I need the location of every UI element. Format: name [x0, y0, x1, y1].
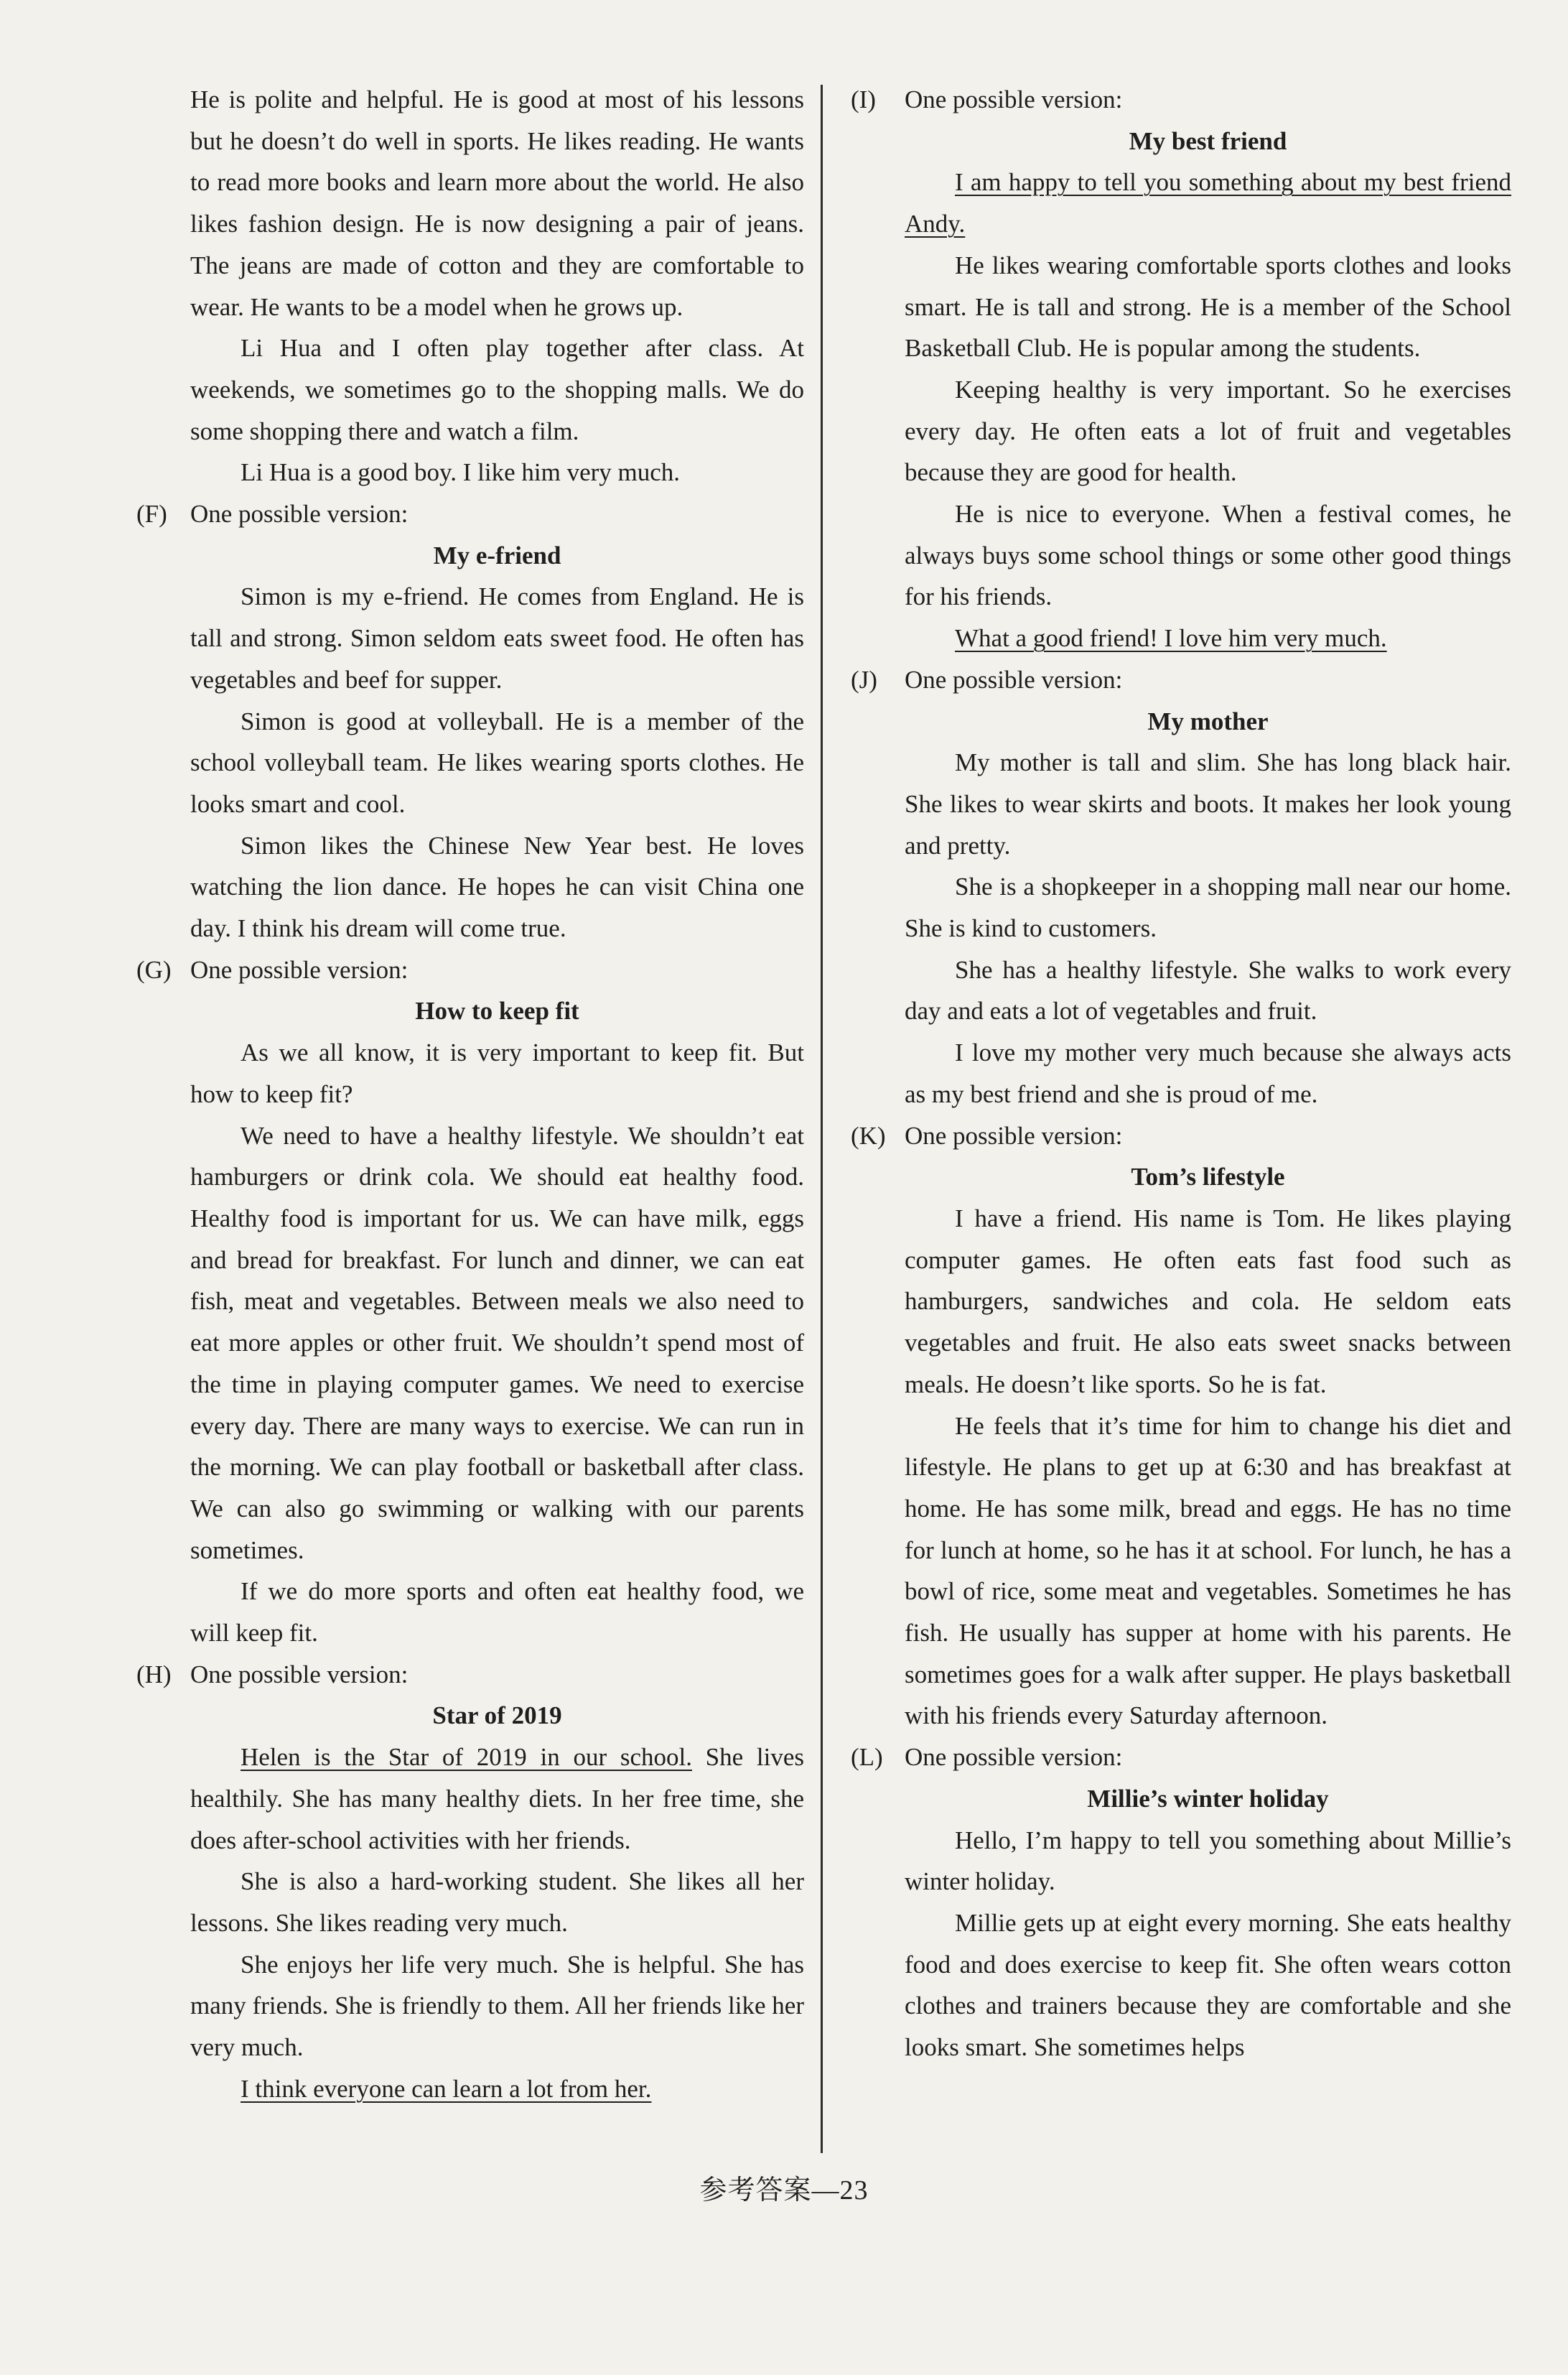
essay-title: My best friend — [1129, 126, 1287, 155]
essay-title: How to keep fit — [415, 997, 579, 1026]
essay-title: Millie’s winter holiday — [1087, 1784, 1329, 1813]
section-label: (L) — [851, 1743, 883, 1772]
paragraph: Simon is good at volleyball. He is a member of the school volleyball team. He likes wearing sports clothes. He looks smart and cool. — [190, 707, 804, 818]
paragraph: Simon is my e-friend. He comes from England. He is tall and strong. Simon seldom eats sweet food. He often has vegetables and beef for supper. — [190, 582, 804, 694]
paragraph: Millie gets up at eight every morning. She eats healthy food and does exercise to keep fit. She often wears cotton clothes and trainers because they are comfortable and she looks smart. She sometimes helps — [905, 1908, 1511, 2062]
left-column — [136, 79, 804, 2109]
underlined-sentence: I am happy to tell you something about my best friend Andy. — [905, 168, 1511, 238]
paragraph: Li Hua and I often play together after class. At weekends, we sometimes go to the shopping malls. We do some shopping there and watch a film. — [190, 334, 804, 445]
paragraph: Hello, I’m happy to tell you something about Millie’s winter holiday. — [905, 1826, 1511, 1896]
paragraph: She enjoys her life very much. She is helpful. She has many friends. She is friendly to them. All her friends like her very much. — [190, 1950, 804, 2062]
essay-title: My e-friend — [433, 541, 561, 570]
section-l — [851, 1737, 1511, 1778]
page-footer: 参考答案—23 — [699, 2175, 869, 2206]
section-intro: One possible version: — [190, 955, 409, 984]
section-j — [851, 659, 1511, 701]
paragraph: I have a friend. His name is Tom. He likes playing computer games. He often eats fast food such as hamburgers, sandwiches and cola. He seldom eats vegetables and fruit. He also eats sweet snacks between meals. He doesn’t like sports. So he is fat. — [905, 1204, 1511, 1398]
underlined-sentence: What a good friend! I love him very much. — [955, 624, 1387, 653]
paragraph: Keeping healthy is very important. So he exercises every day. He often eats a lot of fruit and vegetables because they are good for health. — [905, 375, 1511, 487]
section-intro: One possible version: — [905, 665, 1123, 694]
paragraph: She has a healthy lifestyle. She walks to work every day and eats a lot of vegetables and fruit. — [905, 955, 1511, 1026]
paragraph: Simon likes the Chinese New Year best. He loves watching the lion dance. He hopes he can visit China one day. I think his dream will come true. — [190, 831, 804, 943]
section-label: (G) — [136, 955, 172, 984]
paragraph: He feels that it’s time for him to change his diet and lifestyle. He plans to get up at 6:30 and has breakfast at home. He has some milk, bread and eggs. He has no time for lunch at home, so he has it at school. For lunch, he has a bowl of rice, some meat and vegetables. Sometimes he has fish. He usually has supper at home with his parents. He sometimes goes for a walk after supper. He plays basketball with his friends every Saturday afternoon. — [905, 1411, 1511, 1730]
paragraph: We need to have a healthy lifestyle. We shouldn’t eat hamburgers or drink cola. We should eat healthy food. Healthy food is important for us. We can have milk, eggs and bread for breakfast. For lunch and dinner, we can eat fish, meat and vegetables. Between meals we also need to eat more apples or other fruit. We shouldn’t spend most of the time in playing computer games. We need to exercise every day. There are many ways to exercise. We can run in the morning. We can play football or basketball after class. We can also go swimming or walking with our parents sometimes. — [190, 1121, 804, 1564]
paragraph: He is polite and helpful. He is good at most of his lessons but he doesn’t do well in sports. He likes reading. He wants to read more books and learn more about the world. He also likes fashion design. He is now designing a pair of jeans. The jeans are made of cotton and they are comfortable to wear. He wants to be a model when he grows up. — [190, 85, 804, 321]
paragraph: If we do more sports and often eat healthy food, we will keep fit. — [190, 1577, 804, 1647]
paragraph — [136, 2068, 804, 2110]
section-intro: One possible version: — [905, 85, 1123, 113]
essay-title: Tom’s lifestyle — [1131, 1163, 1285, 1191]
section-label: (I) — [851, 85, 876, 113]
sentence: She lives healthily. She has many healthy diets. In her free time, she does after-school activities with her friends. — [190, 1743, 805, 1854]
paragraph — [851, 618, 1511, 659]
paragraph — [136, 1737, 804, 1861]
paragraph: My mother is tall and slim. She has long black hair. She likes to wear skirts and boots. It makes her look young and pretty. — [905, 748, 1511, 860]
right-column — [851, 79, 1511, 2068]
paragraph: As we all know, it is very important to keep fit. But how to keep fit? — [190, 1038, 804, 1108]
paragraph: He is nice to everyone. When a festival comes, he always buys some school things or some other good things for his friends. — [905, 500, 1511, 611]
column-divider — [821, 85, 823, 2153]
paragraph: She is also a hard-working student. She likes all her lessons. She likes reading very much. — [190, 1867, 804, 1937]
section-f — [136, 493, 804, 535]
section-intro: One possible version: — [905, 1743, 1123, 1772]
paragraph: He likes wearing comfortable sports clothes and looks smart. He is tall and strong. He is a member of the School Basketball Club. He is popular among the students. — [905, 251, 1511, 363]
paragraph — [851, 162, 1511, 244]
section-intro: One possible version: — [905, 1121, 1123, 1150]
section-g — [136, 949, 804, 991]
underlined-sentence: I think everyone can learn a lot from her. — [241, 2074, 652, 2103]
section-label: (F) — [136, 500, 167, 529]
section-h — [136, 1654, 804, 1696]
essay-title: My mother — [1147, 707, 1269, 735]
section-i — [851, 79, 1511, 121]
underlined-sentence: Helen is the Star of 2019 in our school. — [241, 1743, 692, 1772]
section-label: (K) — [851, 1121, 886, 1150]
section-intro: One possible version: — [190, 500, 409, 529]
section-label: (H) — [136, 1660, 172, 1688]
paragraph: She is a shopkeeper in a shopping mall near our home. She is kind to customers. — [905, 873, 1511, 943]
paragraph: I love my mother very much because she always acts as my best friend and she is proud of me. — [905, 1038, 1511, 1108]
paragraph: Li Hua is a good boy. I like him very much. — [241, 458, 681, 487]
section-label: (J) — [851, 665, 877, 694]
section-intro: One possible version: — [190, 1660, 409, 1688]
section-k — [851, 1115, 1511, 1157]
essay-title: Star of 2019 — [432, 1701, 562, 1730]
